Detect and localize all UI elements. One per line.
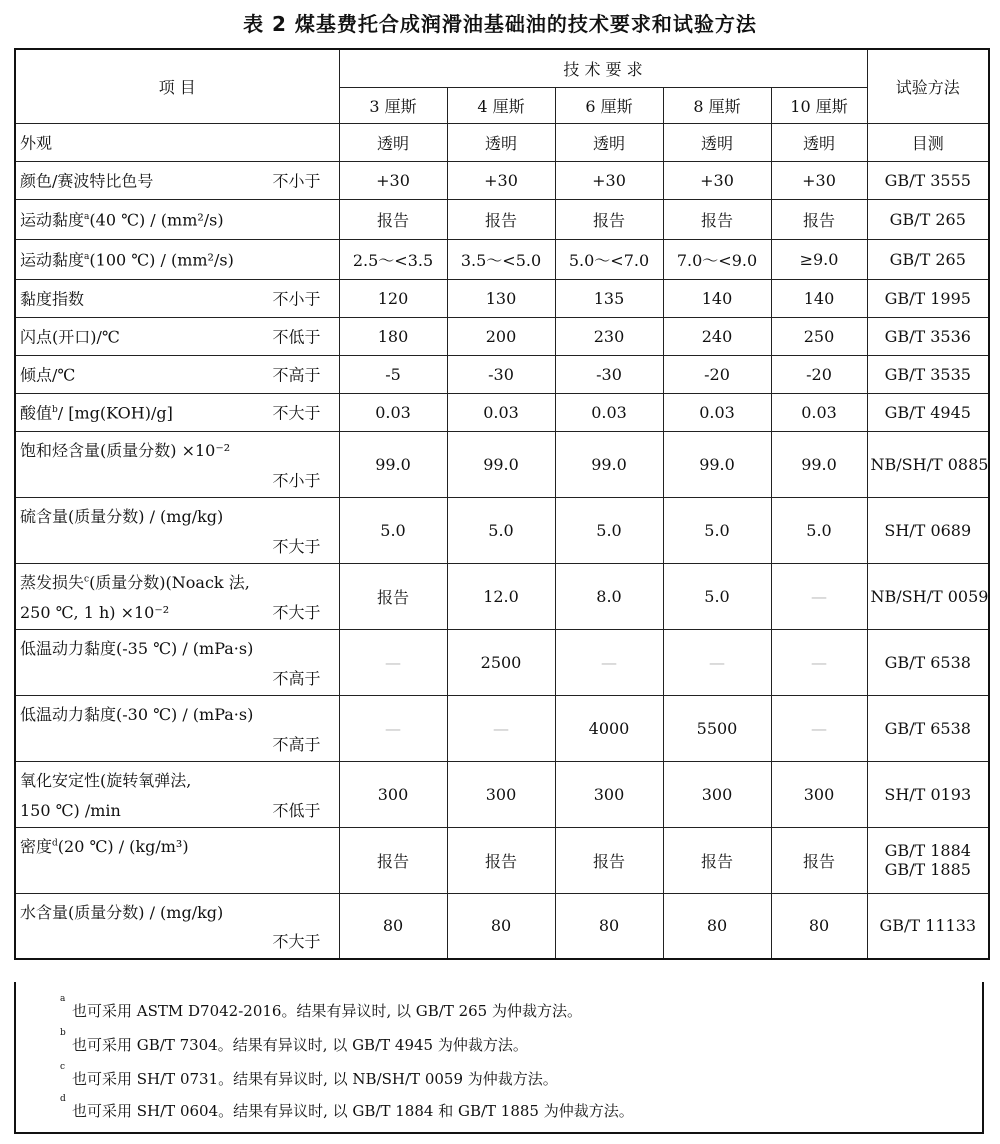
value-cell: — <box>771 695 867 761</box>
item-cell <box>15 629 339 695</box>
table-row <box>15 199 989 239</box>
method-text: 目测 <box>911 133 944 153</box>
value-cell: 300 <box>663 761 771 827</box>
grade-header: 3 厘斯 <box>339 87 447 123</box>
value-cell: 0.03 <box>339 393 447 431</box>
method-text: GB/T 4945 <box>884 402 971 422</box>
footnote-mark: c <box>60 1062 66 1072</box>
item-name: 水含量(质量分数) / (mg/kg) <box>20 902 224 922</box>
value-cell: -30 <box>555 355 663 393</box>
item-cell <box>15 123 339 161</box>
value-cell: 5.0 <box>771 497 867 563</box>
value-cell: 透明 <box>663 123 771 161</box>
value-cell: 99.0 <box>447 431 555 497</box>
value-cell: 300 <box>555 761 663 827</box>
value-cell: 80 <box>447 893 555 959</box>
method-text: SH/T 0193 <box>884 784 972 804</box>
footnotes <box>14 982 984 1134</box>
value-cell: 8.0 <box>555 563 663 629</box>
value-cell: 4000 <box>555 695 663 761</box>
value-cell: 报告 <box>447 827 555 893</box>
item-name: 饱和烃含量(质量分数) ×10⁻² <box>20 440 231 460</box>
value-cell: 99.0 <box>663 431 771 497</box>
value-cell: 2500 <box>447 629 555 695</box>
value-cell: 透明 <box>339 123 447 161</box>
method-text: SH/T 0689 <box>884 520 972 540</box>
table-row <box>15 563 989 629</box>
item-cell <box>15 695 339 761</box>
item-name: 蒸发损失$^c$(质量分数)(Noack 法, 250 ℃, 1 h) ×10⁻² <box>20 572 250 622</box>
grade-header: 10 厘斯 <box>771 87 867 123</box>
method-text: GB/T 3535 <box>884 364 971 384</box>
value-cell: 120 <box>339 279 447 317</box>
table-row <box>15 893 989 959</box>
value-cell: 0.03 <box>447 393 555 431</box>
value-cell: 300 <box>447 761 555 827</box>
method-cell <box>867 761 989 827</box>
item-cell <box>15 827 339 893</box>
value-cell: 报告 <box>339 563 447 629</box>
value-cell: 200 <box>447 317 555 355</box>
table-row <box>15 761 989 827</box>
method-cell <box>867 161 989 199</box>
item-name: 外观 <box>20 133 53 153</box>
item-cell <box>15 279 339 317</box>
footnote-mark: a <box>60 994 66 1004</box>
value-cell: 99.0 <box>555 431 663 497</box>
method-text: GB/T 265 <box>889 209 966 229</box>
value-cell: 5.0 <box>447 497 555 563</box>
value-cell: 80 <box>771 893 867 959</box>
value-cell: 5.0 <box>555 497 663 563</box>
method-text: GB/T 3555 <box>884 170 971 190</box>
limit-label: 不大于 <box>272 932 321 951</box>
footnote-text: 也可采用 ASTM D7042-2016。结果有异议时, 以 GB/T 265 为仲裁方法。 <box>72 1002 582 1020</box>
value-cell: 报告 <box>555 199 663 239</box>
limit-label: 不高于 <box>272 668 321 688</box>
value-cell: 140 <box>663 279 771 317</box>
method-text: GB/T 1885 <box>884 860 971 879</box>
footnote-ref: b <box>52 405 58 416</box>
method-text: GB/T 1995 <box>884 288 971 308</box>
footnote <box>60 1028 528 1055</box>
value-cell: 135 <box>555 279 663 317</box>
value-cell: 报告 <box>771 827 867 893</box>
limit-label: 不低于 <box>272 327 321 347</box>
value-cell: 300 <box>339 761 447 827</box>
footnote-mark: d <box>60 1094 66 1104</box>
grade-header: 4 厘斯 <box>447 87 555 123</box>
value-cell: 130 <box>447 279 555 317</box>
footnote <box>60 994 582 1021</box>
value-cell: 5500 <box>663 695 771 761</box>
value-cell: 0.03 <box>663 393 771 431</box>
value-cell: 报告 <box>663 827 771 893</box>
footnote <box>60 1094 634 1121</box>
limit-label: 不高于 <box>272 365 321 385</box>
value-cell: -20 <box>663 355 771 393</box>
item-name: 运动黏度$^a$(100 ℃) / (mm²/s) <box>20 250 234 270</box>
grade-header: 8 厘斯 <box>663 87 771 123</box>
item-name: 闪点(开口)/℃ <box>20 327 120 347</box>
item-name: 颜色/赛波特比色号 <box>20 171 154 191</box>
table-row <box>15 695 989 761</box>
method-text: GB/T 6538 <box>884 718 971 738</box>
value-cell: 报告 <box>555 827 663 893</box>
table-row <box>15 827 989 893</box>
method-text: NB/SH/T 0059 <box>870 586 989 606</box>
value-cell: 7.0～<9.0 <box>663 239 771 279</box>
table-row <box>15 123 989 161</box>
header-spec: 技 术 要 求 <box>339 49 867 87</box>
method-text: GB/T 265 <box>889 249 966 269</box>
value-cell: 180 <box>339 317 447 355</box>
footnote-mark: b <box>60 1028 66 1038</box>
value-cell: 230 <box>555 317 663 355</box>
method-cell <box>867 563 989 629</box>
value-cell: -20 <box>771 355 867 393</box>
method-cell <box>867 695 989 761</box>
limit-label: 不小于 <box>272 171 321 191</box>
limit-label: 不小于 <box>272 289 321 309</box>
method-text: GB/T 3536 <box>884 326 971 346</box>
limit-label: 不大于 <box>272 536 321 556</box>
method-cell <box>867 629 989 695</box>
value-cell: 80 <box>663 893 771 959</box>
item-name: 倾点/℃ <box>20 365 76 385</box>
method-text: GB/T 6538 <box>884 652 971 672</box>
value-cell: 12.0 <box>447 563 555 629</box>
footnote-text: 也可采用 SH/T 0731。结果有异议时, 以 NB/SH/T 0059 为仲裁方法。 <box>72 1070 558 1088</box>
item-cell <box>15 355 339 393</box>
value-cell: +30 <box>555 161 663 199</box>
value-cell: 99.0 <box>339 431 447 497</box>
item-name: 低温动力黏度(-35 ℃) / (mPa·s) <box>20 638 254 658</box>
value-cell: — <box>447 695 555 761</box>
value-cell: 5.0 <box>663 497 771 563</box>
footnote-text: 也可采用 SH/T 0604。结果有异议时, 以 GB/T 1884 和 GB/T 1885 为仲裁方法。 <box>72 1102 634 1120</box>
table-row <box>15 161 989 199</box>
value-cell: — <box>663 629 771 695</box>
value-cell: — <box>339 695 447 761</box>
table-row <box>15 629 989 695</box>
item-name: 密度$^d$(20 ℃) / (kg/m³) <box>20 836 189 856</box>
footnote-ref: a <box>84 252 90 263</box>
value-cell: 透明 <box>555 123 663 161</box>
table-row <box>15 279 989 317</box>
header-item: 项 目 <box>15 49 339 123</box>
item-cell <box>15 239 339 279</box>
footnote-ref: c <box>84 574 90 585</box>
table-title: 表 2 煤基费托合成润滑油基础油的技术要求和试验方法 <box>243 12 757 36</box>
method-cell <box>867 393 989 431</box>
value-cell: -30 <box>447 355 555 393</box>
value-cell: +30 <box>447 161 555 199</box>
method-cell <box>867 827 989 893</box>
item-cell <box>15 431 339 497</box>
method-text: NB/SH/T 0885 <box>870 454 989 474</box>
limit-label: 不小于 <box>272 470 321 490</box>
grade-header: 6 厘斯 <box>555 87 663 123</box>
value-cell: — <box>771 629 867 695</box>
item-cell <box>15 199 339 239</box>
method-cell <box>867 279 989 317</box>
value-cell: +30 <box>663 161 771 199</box>
footnote-ref: a <box>84 212 90 223</box>
item-name: 酸值$^b$/ [mg(KOH)/g] <box>20 403 173 423</box>
item-cell <box>15 393 339 431</box>
item-name: 硫含量(质量分数) / (mg/kg) <box>20 506 224 526</box>
method-cell <box>867 497 989 563</box>
value-cell: — <box>771 563 867 629</box>
limit-label: 不大于 <box>272 602 321 622</box>
item-name: 运动黏度$^a$(40 ℃) / (mm²/s) <box>20 210 224 230</box>
item-cell <box>15 161 339 199</box>
item-cell <box>15 497 339 563</box>
value-cell: 透明 <box>771 123 867 161</box>
value-cell: 报告 <box>339 199 447 239</box>
item-name: 低温动力黏度(-30 ℃) / (mPa·s) <box>20 704 254 724</box>
value-cell: 99.0 <box>771 431 867 497</box>
value-cell: 5.0～<7.0 <box>555 239 663 279</box>
table-row <box>15 317 989 355</box>
value-cell: 140 <box>771 279 867 317</box>
item-name: 黏度指数 <box>20 289 85 309</box>
footnote <box>60 1062 558 1089</box>
value-cell: 240 <box>663 317 771 355</box>
value-cell: 80 <box>339 893 447 959</box>
value-cell: 报告 <box>663 199 771 239</box>
table-row <box>15 355 989 393</box>
item-name: 氧化安定性(旋转氧弹法, 150 ℃) /min <box>20 770 192 820</box>
value-cell: +30 <box>339 161 447 199</box>
value-cell: 300 <box>771 761 867 827</box>
limit-label: 不高于 <box>272 734 321 754</box>
value-cell: — <box>339 629 447 695</box>
value-cell: -5 <box>339 355 447 393</box>
footnote-text: 也可采用 GB/T 7304。结果有异议时, 以 GB/T 4945 为仲裁方法。 <box>72 1036 528 1054</box>
value-cell: 2.5～<3.5 <box>339 239 447 279</box>
value-cell: 0.03 <box>555 393 663 431</box>
method-cell <box>867 317 989 355</box>
table-row <box>15 431 989 497</box>
method-text: GB/T 11133 <box>879 916 977 936</box>
header-method: 试验方法 <box>867 49 989 123</box>
value-cell: 250 <box>771 317 867 355</box>
spec-table <box>14 48 990 960</box>
method-cell <box>867 239 989 279</box>
table-row <box>15 497 989 563</box>
table-row <box>15 239 989 279</box>
method-cell <box>867 123 989 161</box>
value-cell: 0.03 <box>771 393 867 431</box>
value-cell: 报告 <box>447 199 555 239</box>
value-cell: 5.0 <box>663 563 771 629</box>
value-cell: 80 <box>555 893 663 959</box>
value-cell: 3.5～<5.0 <box>447 239 555 279</box>
limit-label: 不大于 <box>272 403 321 423</box>
value-cell: 5.0 <box>339 497 447 563</box>
value-cell: 报告 <box>339 827 447 893</box>
value-cell: — <box>555 629 663 695</box>
method-cell <box>867 893 989 959</box>
footnote-ref: d <box>52 838 58 849</box>
value-cell: 透明 <box>447 123 555 161</box>
item-cell <box>15 317 339 355</box>
table-row <box>15 393 989 431</box>
limit-label: 不低于 <box>272 800 321 820</box>
value-cell: +30 <box>771 161 867 199</box>
item-cell <box>15 761 339 827</box>
method-cell <box>867 199 989 239</box>
item-cell <box>15 563 339 629</box>
method-cell <box>867 431 989 497</box>
method-text: GB/T 1884 <box>884 841 971 860</box>
value-cell: ≥9.0 <box>771 239 867 279</box>
item-cell <box>15 893 339 959</box>
value-cell: 报告 <box>771 199 867 239</box>
method-cell <box>867 355 989 393</box>
